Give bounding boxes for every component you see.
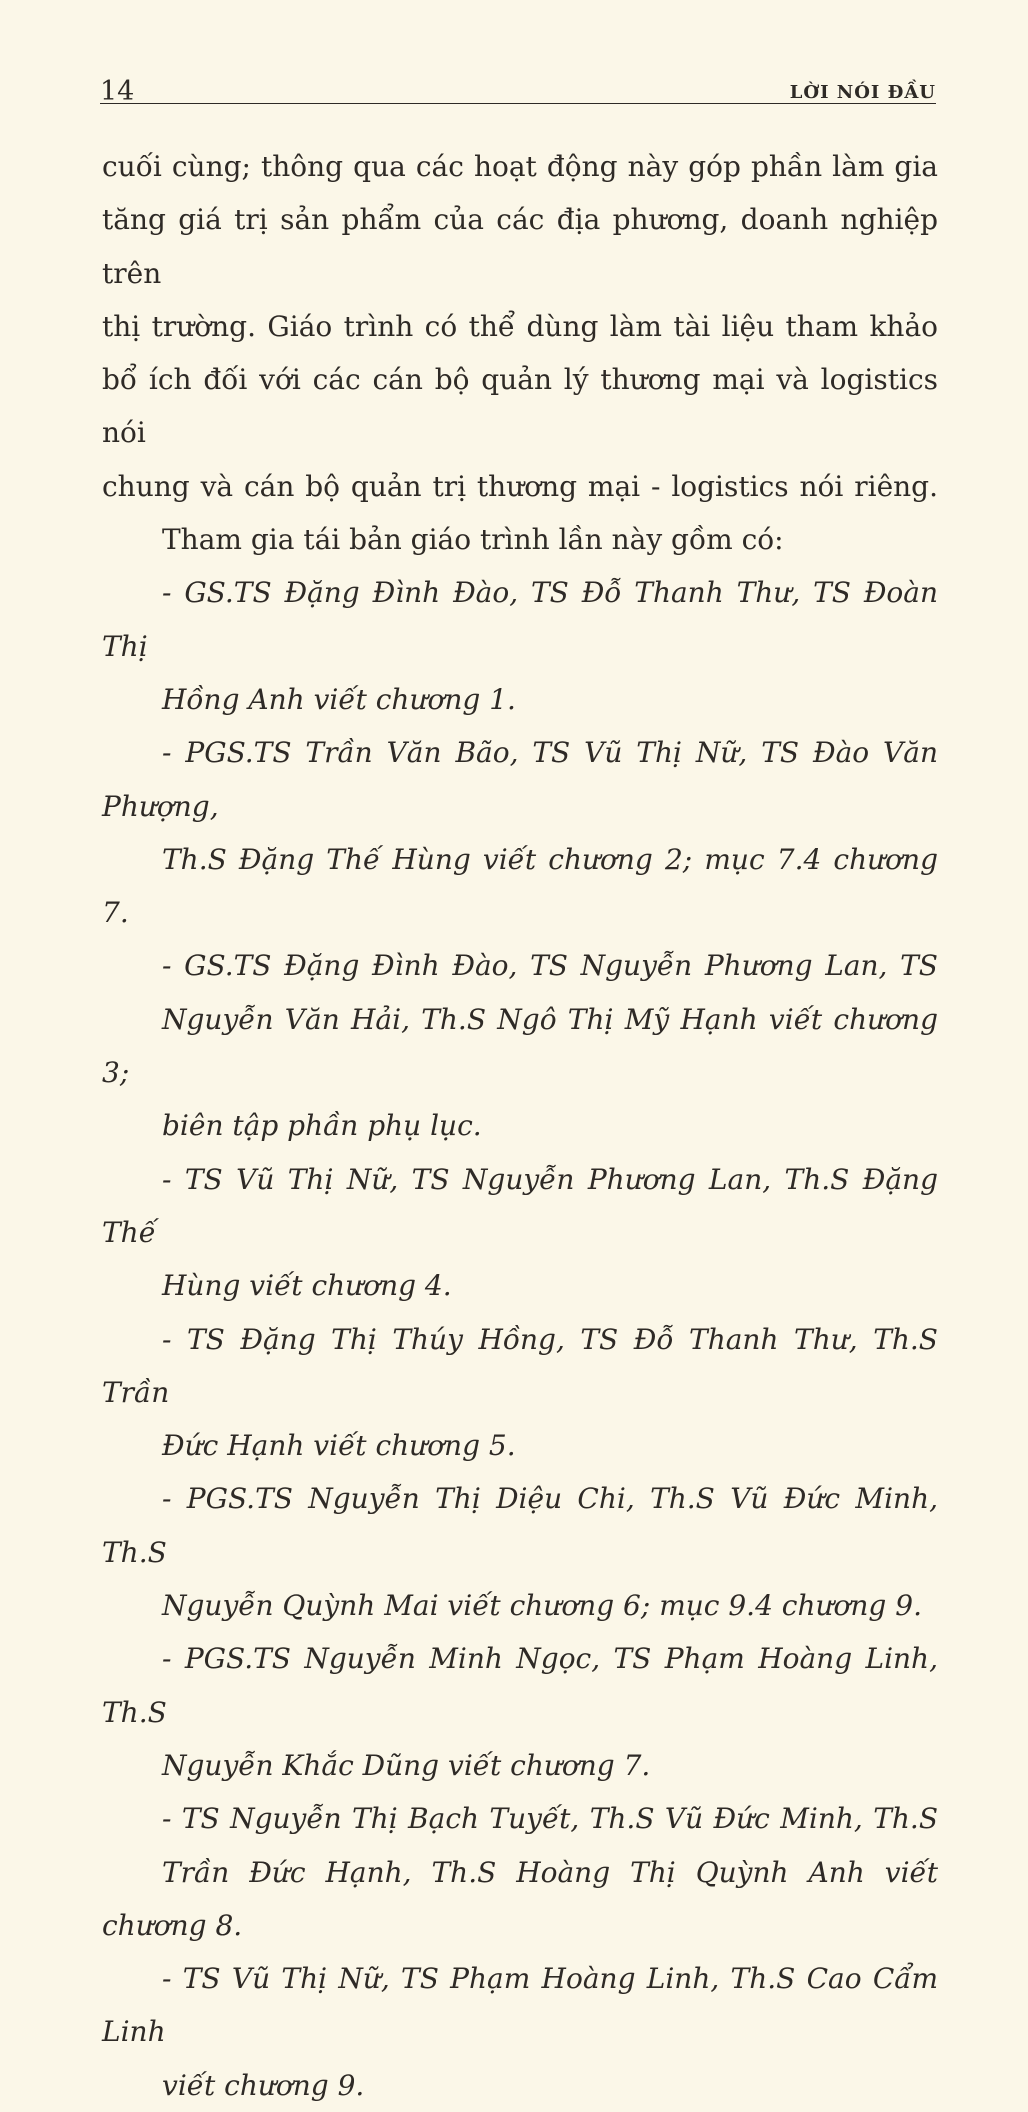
- contributor-line: - PGS.TS Nguyễn Thị Diệu Chi, Th.S Vũ Đức Minh, Th.S: [102, 1482, 938, 1569]
- body-text: [102, 140, 938, 2112]
- contributor-entry: [102, 1952, 938, 2112]
- contributor-entry: [102, 1153, 938, 1313]
- page-number: 14: [100, 76, 135, 107]
- contributor-entry: [102, 566, 938, 726]
- contributors-list: [102, 566, 938, 2112]
- contributor-entry: [102, 1472, 938, 1632]
- contributor-entry: [102, 1792, 938, 1952]
- contributor-line: Hùng viết chương 4.: [162, 1269, 452, 1303]
- intro-paragraph: [102, 140, 938, 513]
- intro-line: chung và cán bộ quản trị thương mại - logistics nói riêng.: [102, 469, 938, 503]
- page-header: [100, 70, 936, 107]
- contributor-line: - TS Đặng Thị Thúy Hồng, TS Đỗ Thanh Thư, Th.S Trần: [102, 1322, 938, 1409]
- contributor-line: - PGS.TS Nguyễn Minh Ngọc, TS Phạm Hoàng Linh, Th.S: [102, 1642, 938, 1729]
- intro-line: thị trường. Giáo trình có thể dùng làm tài liệu tham khảo: [102, 309, 938, 343]
- contributor-line: Trần Đức Hạnh, Th.S Hoàng Thị Quỳnh Anh viết chương 8.: [102, 1855, 938, 1942]
- intro-line: cuối cùng; thông qua các hoạt động này góp phần làm gia: [102, 150, 938, 183]
- intro-line: bổ ích đối với các cán bộ quản lý thương mại và logistics nói: [102, 363, 938, 450]
- contributor-line: Nguyễn Khắc Dũng viết chương 7.: [162, 1748, 651, 1782]
- contributor-line: Đức Hạnh viết chương 5.: [162, 1429, 516, 1463]
- intro-line: tăng giá trị sản phẩm của các địa phương, doanh nghiệp trên: [102, 203, 938, 290]
- contributor-entry: [102, 939, 938, 1152]
- contributors-intro: Tham gia tái bản giáo trình lần này gồm có:: [162, 523, 784, 557]
- contributor-line: viết chương 9.: [162, 2068, 365, 2102]
- contributor-line: - PGS.TS Trần Văn Bão, TS Vũ Thị Nữ, TS Đào Văn Phượng,: [102, 736, 938, 823]
- contributor-line: - GS.TS Đặng Đình Đào, TS Nguyễn Phương Lan, TS: [162, 949, 938, 983]
- contributor-line: biên tập phần phụ lục.: [162, 1109, 482, 1143]
- contributor-line: Nguyễn Văn Hải, Th.S Ngô Thị Mỹ Hạnh viết chương 3;: [102, 1002, 938, 1090]
- running-head: LỜI NÓI ĐẦU: [789, 82, 936, 103]
- contributor-line: - GS.TS Đặng Đình Đào, TS Đỗ Thanh Thư, TS Đoàn Thị: [102, 576, 938, 663]
- contributor-entry: [102, 726, 938, 939]
- contributor-line: Hồng Anh viết chương 1.: [162, 682, 516, 716]
- contributor-line: Nguyễn Quỳnh Mai viết chương 6; mục 9.4 chương 9.: [162, 1589, 922, 1623]
- contributor-entry: [102, 1632, 938, 1792]
- contributor-line: - TS Vũ Thị Nữ, TS Phạm Hoàng Linh, Th.S Cao Cẩm Linh: [102, 1962, 938, 2049]
- contributor-line: - TS Nguyễn Thị Bạch Tuyết, Th.S Vũ Đức Minh, Th.S: [162, 1802, 938, 1836]
- contributor-line: - TS Vũ Thị Nữ, TS Nguyễn Phương Lan, Th.S Đặng Thế: [102, 1162, 938, 1249]
- contributor-entry: [102, 1313, 938, 1473]
- contributor-line: Th.S Đặng Thế Hùng viết chương 2; mục 7.4 chương 7.: [102, 842, 938, 930]
